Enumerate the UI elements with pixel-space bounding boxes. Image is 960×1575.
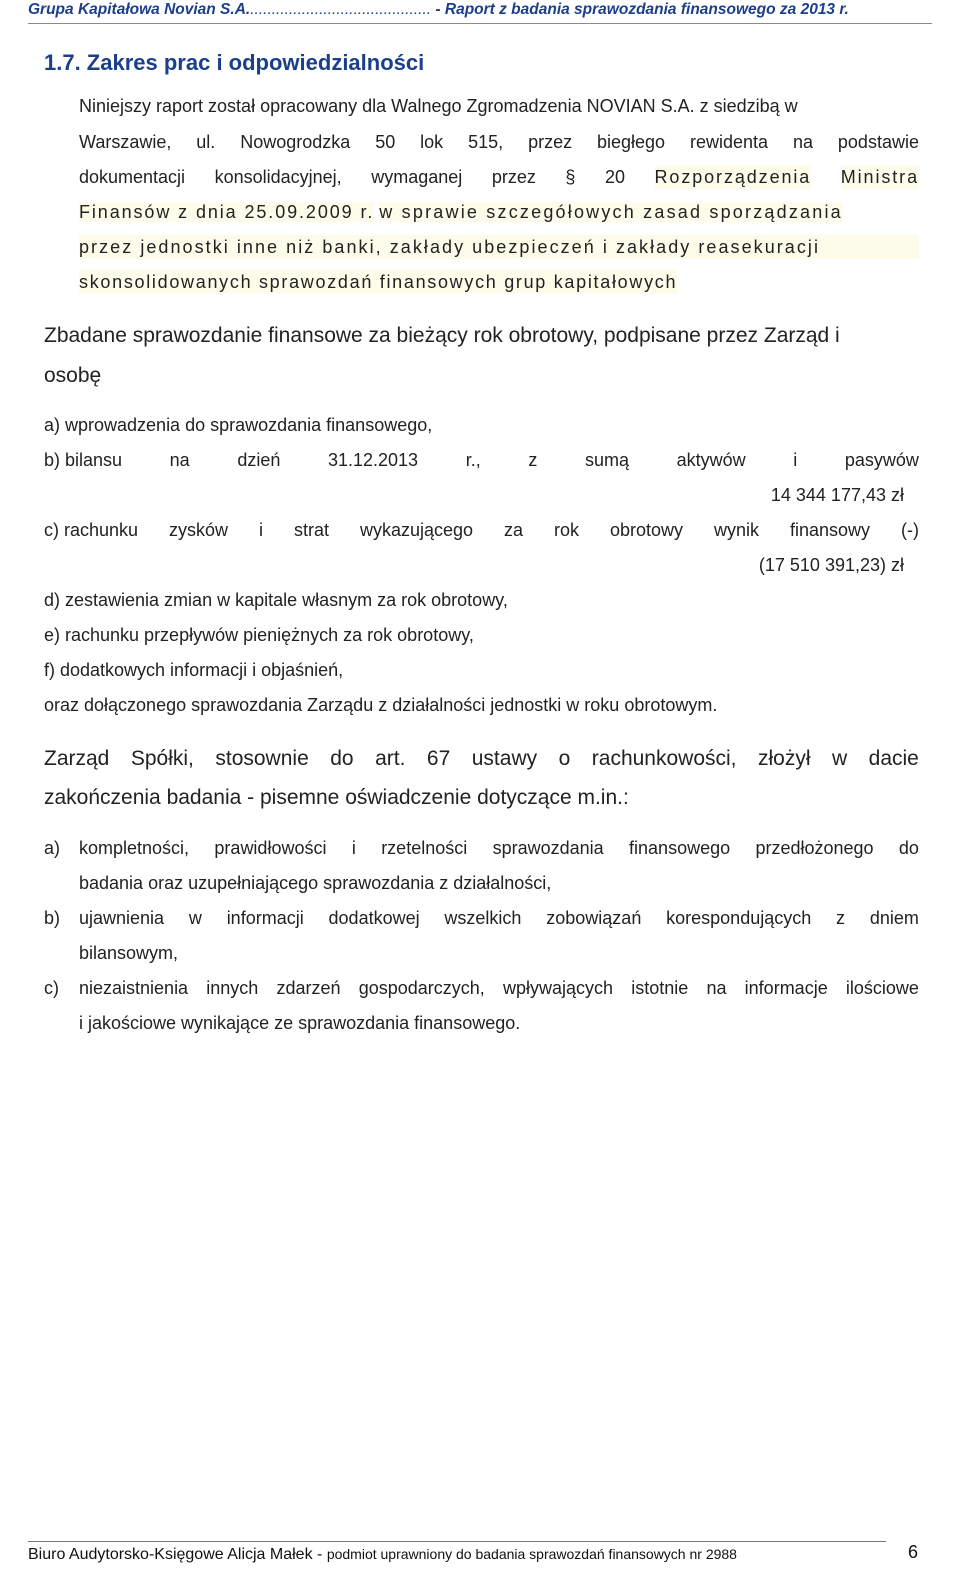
- item-c: c) rachunku zysków i strat wykazującego za rok obrotowy wynik finansowy (-): [44, 520, 919, 540]
- management-line-1: Zarząd Spółki, stosownie do art. 67 ustawy o rachunkowości, złożył w dacie: [44, 747, 919, 770]
- item-f: f) dodatkowych informacji i objaśnień,: [44, 660, 344, 680]
- intro-line-4: Finansów z dnia 25.09.2009 r. w sprawie szczegółowych zasad sporządzania: [79, 202, 843, 222]
- item-b: b) bilansu na dzień 31.12.2013 r., z sumą aktywów i pasywów: [44, 450, 919, 470]
- statement-b-line-2: bilansowym,: [79, 943, 179, 963]
- statement-a-line-2: badania oraz uzupełniającego sprawozdania z działalności,: [79, 873, 552, 893]
- footer-bureau: Biuro Audytorsko-Księgowe Alicja Małek -: [28, 1546, 323, 1563]
- footer-divider: [28, 1541, 886, 1542]
- item-d: d) zestawienia zmian w kapitale własnym za rok obrotowy,: [44, 590, 508, 610]
- statement-c-label: c): [44, 978, 59, 998]
- footer-subtitle: podmiot uprawniony do badania sprawozdań finansowych nr 2988: [326, 1546, 737, 1562]
- page-footer: [28, 1542, 932, 1570]
- statement-c-line-1: niezaistnienia innych zdarzeń gospodarczych, wpływających istotnie na informacje ilościowe: [79, 978, 919, 998]
- intro-line-6: skonsolidowanych sprawozdań finansowych grup kapitałowych: [79, 272, 678, 292]
- item-c-amount: (17 510 391,23) zł: [758, 555, 904, 575]
- statement-b-label: b): [44, 908, 61, 928]
- section-heading: 1.7. Zakres prac i odpowiedzialności: [44, 50, 425, 75]
- header-dots: ..........................................: [250, 1, 432, 18]
- item-b-amount: 14 344 177,43 zł: [770, 485, 904, 505]
- header-report-title: - Raport z badania sprawozdania finansowego za 2013 r.: [435, 1, 849, 18]
- statement-b-line-1: ujawnienia w informacji dodatkowej wszelkich zobowiązań korespondujących z dniem: [79, 908, 919, 928]
- management-line-2: zakończenia badania - pisemne oświadczenie dotyczące m.in.:: [44, 786, 629, 809]
- statement-c-line-2: i jakościowe wynikające ze sprawozdania finansowego.: [79, 1013, 521, 1033]
- audited-line-1: Zbadane sprawozdanie finansowe za bieżący rok obrotowy, podpisane przez Zarząd i: [44, 324, 840, 347]
- items-closing: oraz dołączonego sprawozdania Zarządu z działalności jednostki w roku obrotowym.: [44, 695, 718, 715]
- intro-line-3: dokumentacji konsolidacyjnej, wymaganej przez § 20 Rozporządzenia Ministra: [79, 167, 919, 187]
- audited-line-2: osobę: [44, 364, 102, 387]
- item-e: e) rachunku przepływów pieniężnych za rok obrotowy,: [44, 625, 474, 645]
- intro-line-5: przez jednostki inne niż banki, zakłady ubezpieczeń i zakłady reasekuracji: [79, 235, 919, 259]
- statement-a-label: a): [44, 838, 61, 858]
- statement-a-line-1: kompletności, prawidłowości i rzetelności sprawozdania finansowego przedłożonego do: [79, 838, 919, 858]
- running-header: [28, 0, 932, 24]
- intro-line-2: Warszawie, ul. Nowogrodzka 50 lok 515, przez biegłego rewidenta na podstawie: [79, 132, 919, 152]
- item-a: a) wprowadzenia do sprawozdania finansowego,: [44, 415, 433, 435]
- page-number: 6: [907, 1542, 918, 1562]
- intro-line-1: Niniejszy raport został opracowany dla Walnego Zgromadzenia NOVIAN S.A. z siedzibą w: [79, 96, 798, 116]
- header-company: Grupa Kapitałowa Novian S.A.: [28, 1, 251, 18]
